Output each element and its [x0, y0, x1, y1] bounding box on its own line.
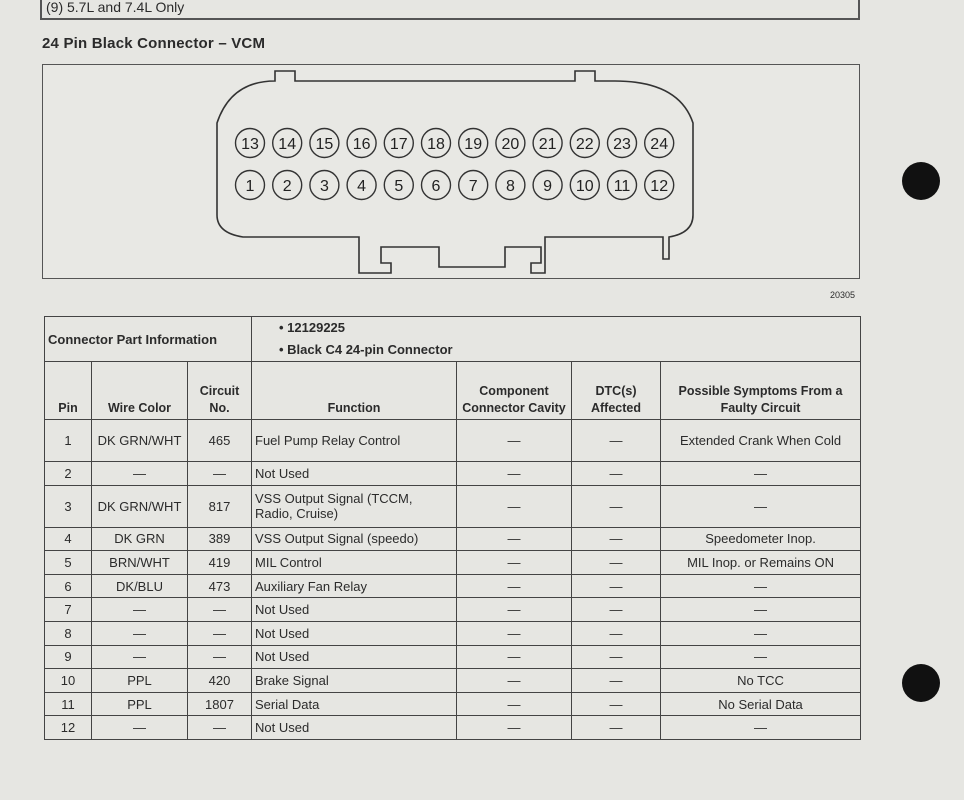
- function-cell: MIL Control: [252, 551, 457, 575]
- function-cell: Brake Signal: [252, 669, 457, 693]
- dtc-cell: —: [572, 574, 661, 598]
- header-cavity: Component Connector Cavity: [457, 362, 572, 420]
- header-dtc: DTC(s) Affected: [572, 362, 661, 420]
- section-title: 24 Pin Black Connector – VCM: [42, 35, 266, 52]
- binder-hole-top: [902, 162, 940, 200]
- pin-10-label: 10: [575, 178, 594, 195]
- pin-cell: 1: [45, 420, 92, 462]
- wire-color-cell: DK GRN/WHT: [92, 420, 188, 462]
- symptom-cell: —: [661, 574, 861, 598]
- symptom-cell: Speedometer Inop.: [661, 527, 861, 551]
- wire-color-cell: BRN/WHT: [92, 551, 188, 575]
- table-row: [45, 527, 861, 551]
- function-cell: Auxiliary Fan Relay: [252, 574, 457, 598]
- cavity-cell: —: [457, 716, 572, 740]
- pin-23-label: 23: [613, 136, 631, 153]
- dtc-cell: —: [572, 669, 661, 693]
- symptom-cell: —: [661, 462, 861, 486]
- cavity-cell: —: [457, 420, 572, 462]
- pin-16-label: 16: [352, 136, 371, 153]
- pin-15-label: 15: [315, 136, 334, 153]
- cavity-cell: —: [457, 485, 572, 527]
- pin-8-label: 8: [505, 178, 515, 195]
- circuit-cell: 473: [188, 574, 252, 598]
- pin-row-bottom: [236, 171, 674, 200]
- pin-cell: 3: [45, 485, 92, 527]
- cavity-cell: —: [457, 692, 572, 716]
- circuit-cell: —: [188, 716, 252, 740]
- pin-4-label: 4: [357, 178, 367, 195]
- pin-21-label: 21: [538, 136, 557, 153]
- wire-color-cell: PPL: [92, 692, 188, 716]
- table-row: [45, 621, 861, 645]
- cavity-cell: —: [457, 621, 572, 645]
- symptom-cell: —: [661, 598, 861, 622]
- circuit-cell: —: [188, 645, 252, 669]
- dtc-cell: —: [572, 527, 661, 551]
- function-cell: Not Used: [252, 621, 457, 645]
- part-number: 12129225: [287, 320, 346, 335]
- pin-cell: 10: [45, 669, 92, 693]
- cavity-cell: —: [457, 645, 572, 669]
- binder-hole-bottom: [902, 664, 940, 702]
- pin-19-label: 19: [464, 136, 483, 153]
- wire-color-cell: —: [92, 645, 188, 669]
- dtc-cell: —: [572, 716, 661, 740]
- function-cell: Not Used: [252, 716, 457, 740]
- table-row: [45, 485, 861, 527]
- pin-5-label: 5: [394, 178, 404, 195]
- cavity-cell: —: [457, 598, 572, 622]
- cavity-cell: —: [457, 551, 572, 575]
- function-cell: Not Used: [252, 598, 457, 622]
- circuit-cell: 419: [188, 551, 252, 575]
- pin-cell: 12: [45, 716, 92, 740]
- function-cell: Not Used: [252, 645, 457, 669]
- wire-color-cell: —: [92, 716, 188, 740]
- pin-3-label: 3: [319, 178, 329, 195]
- circuit-cell: —: [188, 621, 252, 645]
- pin-22-label: 22: [575, 136, 594, 153]
- header-wire-color: Wire Color: [92, 362, 188, 420]
- header-function: Function: [252, 362, 457, 420]
- symptom-cell: —: [661, 621, 861, 645]
- table-row: [45, 420, 861, 462]
- table-row: [45, 574, 861, 598]
- circuit-cell: 817: [188, 485, 252, 527]
- connector-outline-svg: [43, 65, 861, 280]
- wire-color-cell: —: [92, 462, 188, 486]
- symptom-cell: —: [661, 645, 861, 669]
- pin-cell: 5: [45, 551, 92, 575]
- pin-11-label: 11: [613, 178, 631, 195]
- table-row: [45, 462, 861, 486]
- dtc-cell: —: [572, 598, 661, 622]
- dtc-cell: —: [572, 551, 661, 575]
- dtc-cell: —: [572, 420, 661, 462]
- symptom-cell: Extended Crank When Cold: [661, 420, 861, 462]
- symptom-cell: —: [661, 485, 861, 527]
- dtc-cell: —: [572, 485, 661, 527]
- pin-12-label: 12: [650, 178, 669, 195]
- table-row: [45, 692, 861, 716]
- part-info-list: [252, 317, 861, 362]
- table-row: [45, 551, 861, 575]
- connector-outline: [217, 71, 693, 273]
- circuit-cell: 420: [188, 669, 252, 693]
- figure-number: 20305: [830, 290, 856, 300]
- symptom-cell: —: [661, 716, 861, 740]
- table-row: [45, 598, 861, 622]
- pin-17-label: 17: [389, 136, 408, 153]
- part-info-row: [45, 317, 861, 362]
- circuit-cell: —: [188, 598, 252, 622]
- symptom-cell: MIL Inop. or Remains ON: [661, 551, 861, 575]
- circuit-cell: 465: [188, 420, 252, 462]
- wire-color-cell: PPL: [92, 669, 188, 693]
- cavity-cell: —: [457, 669, 572, 693]
- pin-cell: 7: [45, 598, 92, 622]
- part-info-item: • Black C4 24-pin Connector: [279, 342, 453, 357]
- pin-6-label: 6: [431, 178, 441, 195]
- circuit-cell: 1807: [188, 692, 252, 716]
- pin-14-label: 14: [278, 136, 297, 153]
- pin-24-label: 24: [650, 136, 669, 153]
- cavity-cell: —: [457, 574, 572, 598]
- dtc-cell: —: [572, 462, 661, 486]
- connector-diagram: [42, 64, 860, 279]
- pin-cell: 2: [45, 462, 92, 486]
- cavity-cell: —: [457, 527, 572, 551]
- part-info-item: • 12129225: [279, 320, 346, 335]
- pin-cell: 11: [45, 692, 92, 716]
- function-cell: Serial Data: [252, 692, 457, 716]
- circuit-cell: —: [188, 462, 252, 486]
- dtc-cell: —: [572, 692, 661, 716]
- function-cell: Fuel Pump Relay Control: [252, 420, 457, 462]
- wire-color-cell: —: [92, 621, 188, 645]
- symptom-cell: No Serial Data: [661, 692, 861, 716]
- pinout-table: [44, 316, 861, 740]
- pin-cell: 4: [45, 527, 92, 551]
- pin-cell: 6: [45, 574, 92, 598]
- pin-cell: 9: [45, 645, 92, 669]
- header-circuit: Circuit No.: [188, 362, 252, 420]
- cavity-cell: —: [457, 462, 572, 486]
- pin-1-label: 1: [245, 178, 255, 195]
- wire-color-cell: DK GRN: [92, 527, 188, 551]
- dtc-cell: —: [572, 621, 661, 645]
- table-row: [45, 669, 861, 693]
- part-description: Black C4 24-pin Connector: [287, 342, 453, 357]
- table-row: [45, 645, 861, 669]
- header-row: [45, 362, 861, 420]
- header-pin: Pin: [45, 362, 92, 420]
- table-row: [45, 716, 861, 740]
- function-cell: VSS Output Signal (speedo): [252, 527, 457, 551]
- top-note: (9) 5.7L and 7.4L Only: [40, 0, 860, 20]
- pin-20-label: 20: [501, 136, 520, 153]
- function-cell: VSS Output Signal (TCCM, Radio, Cruise): [252, 485, 457, 527]
- wire-color-cell: DK/BLU: [92, 574, 188, 598]
- pin-7-label: 7: [468, 178, 478, 195]
- pin-9-label: 9: [543, 178, 553, 195]
- symptom-cell: No TCC: [661, 669, 861, 693]
- function-cell: Not Used: [252, 462, 457, 486]
- wire-color-cell: —: [92, 598, 188, 622]
- wire-color-cell: DK GRN/WHT: [92, 485, 188, 527]
- pin-2-label: 2: [282, 178, 292, 195]
- dtc-cell: —: [572, 645, 661, 669]
- header-symptoms: Possible Symptoms From a Faulty Circuit: [661, 362, 861, 420]
- circuit-cell: 389: [188, 527, 252, 551]
- part-info-label: Connector Part Information: [45, 317, 252, 362]
- pin-13-label: 13: [241, 136, 259, 153]
- pin-cell: 8: [45, 621, 92, 645]
- pin-18-label: 18: [427, 136, 445, 153]
- pin-row-top: [236, 129, 674, 158]
